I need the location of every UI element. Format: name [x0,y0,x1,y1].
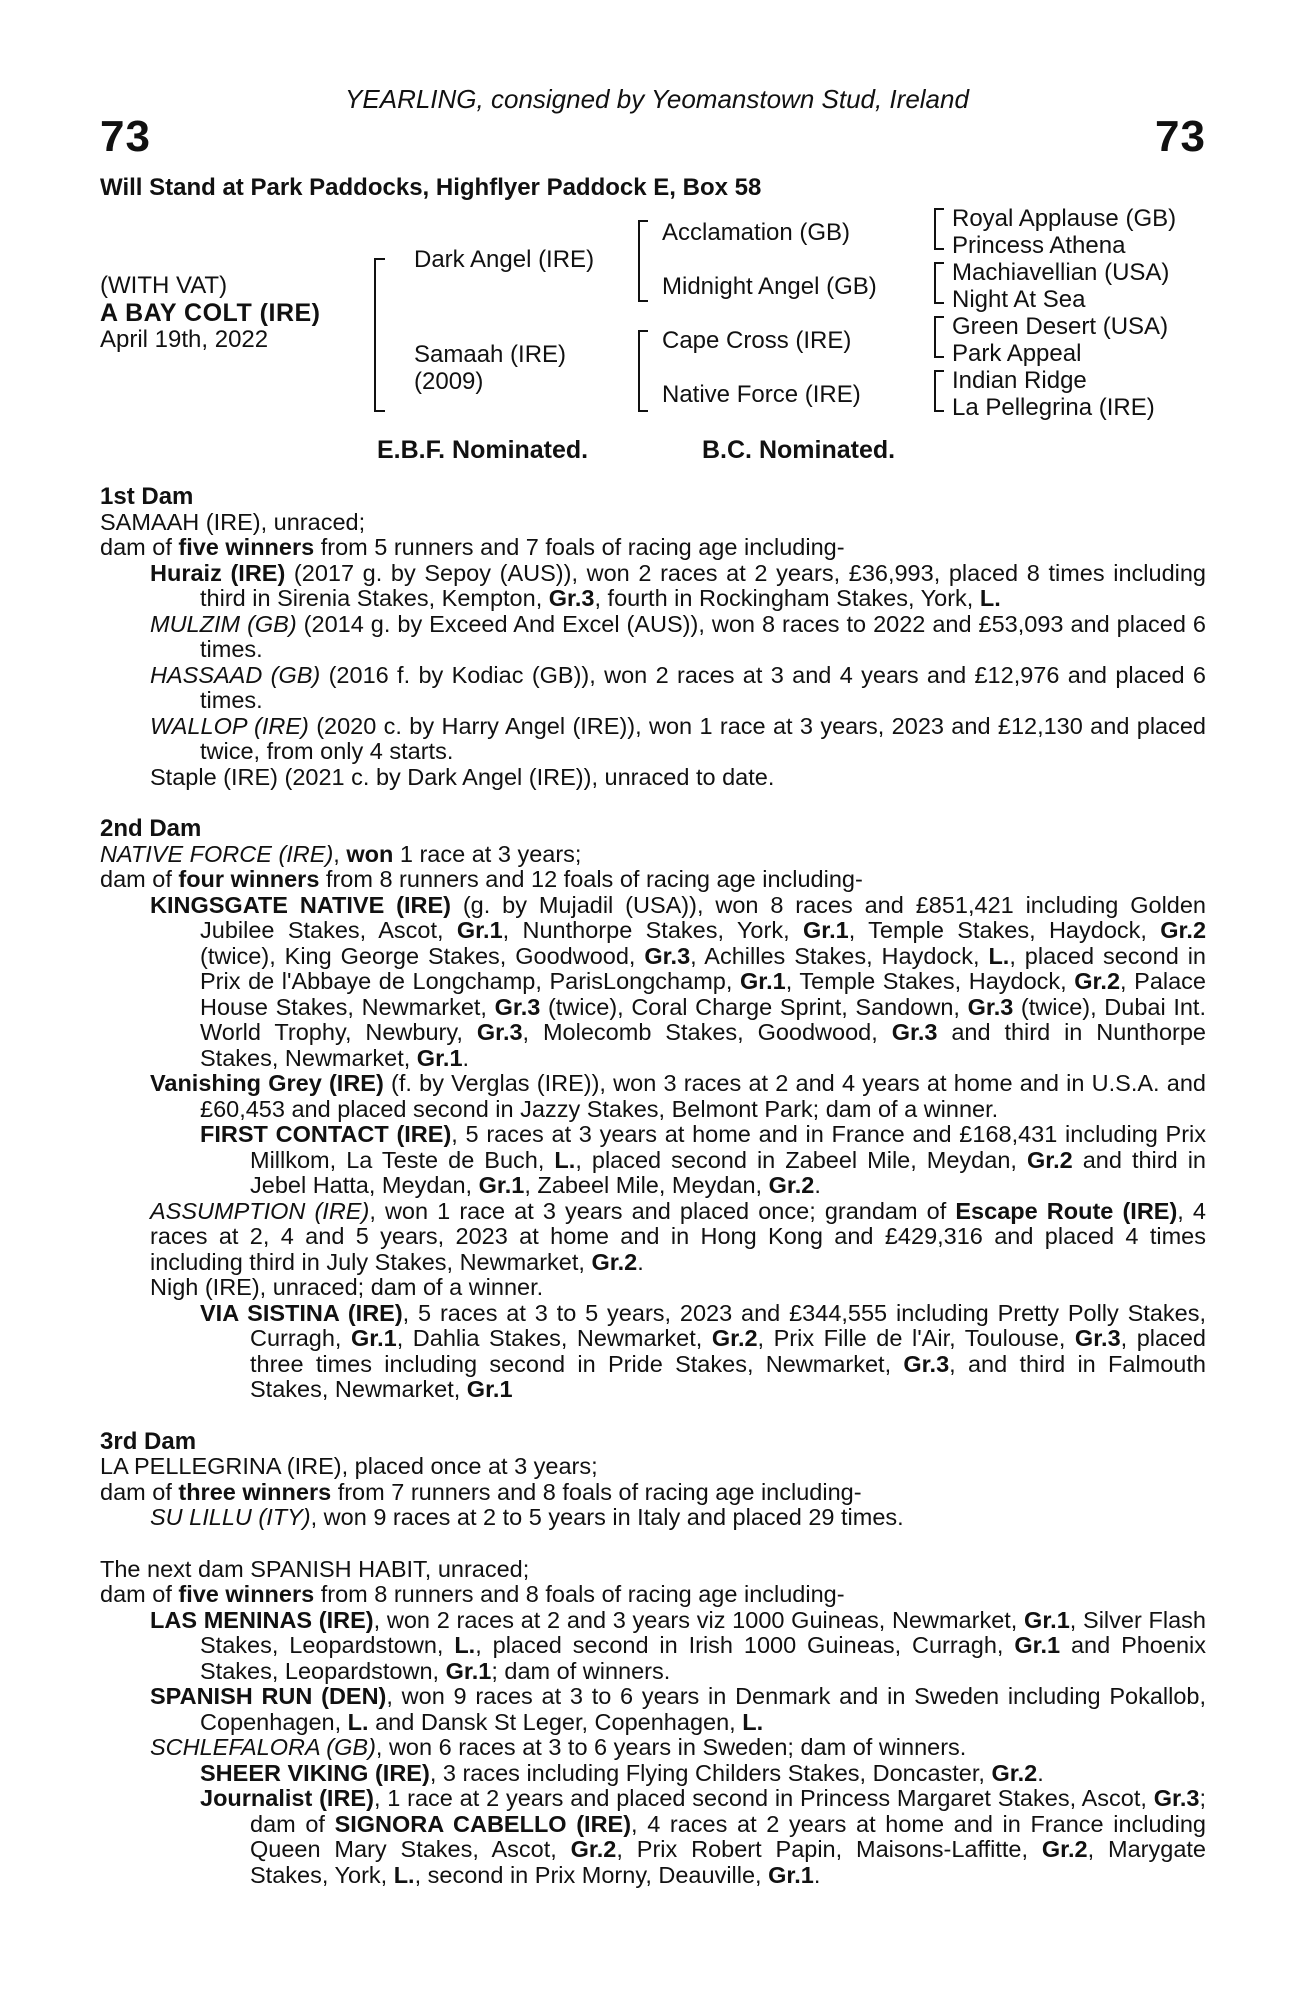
vat-label: (WITH VAT) [100,272,228,299]
progeny-su-lillu: SU LILLU (ITY), won 9 races at 2 to 5 years in Italy and placed 29 times. [150,1504,904,1530]
progeny-kingsgate-native: KINGSGATE NATIVE (IRE) (g. by Mujadil (USA)), won 8 races and £851,421 including Golden Jubilee Stakes, Ascot, Gr.1, Nunthorpe Stakes, York, Gr.1, Temple Stakes, Haydock, Gr.2 (twice), King George Stakes, Goodwood, Gr.3, Achilles Stakes, Haydock, L., placed second in Prix de l'Abbaye de Longchamp, ParisLongchamp, Gr.1, Temple Stakes, Haydock, Gr.2, Palace House Stakes, Newmarket, Gr.3 (twice), Coral Charge Sprint, Sandown, Gr.3 (twice), Dubai Int. World Trophy, Newbury, Gr.3, Molecomb Stakes, Goodwood, Gr.3 and third in Nunthorpe Stakes, Newmarket, Gr.1. [150,891,1207,1071]
pedigree-brace-dam [638,330,648,412]
progeny-staple: Staple (IRE) (2021 c. by Dark Angel (IRE)), unraced to date. [150,763,775,790]
progeny-nigh: Nigh (IRE), unraced; dam of a winner. [150,1274,544,1300]
next-dam-produce-line: dam of five winners from 8 runners and 8 foals of racing age including- [100,1581,845,1607]
first-dam-produce-line: dam of five winners from 5 runners and 7 foals of racing age including- [100,534,845,560]
pedigree-brace-ds [934,316,944,358]
second-dam-line: NATIVE FORCE (IRE), won 1 race at 3 years; [100,840,582,867]
standing-location: Will Stand at Park Paddocks, Highflyer Paddock E, Box 58 [100,174,762,201]
first-dam-title: 1st Dam [100,483,194,510]
ss-sire: Royal Applause (GB) [952,205,1177,232]
dam: Samaah (IRE) [414,341,567,368]
progeny-schlefalora: SCHLEFALORA (GB), won 6 races at 3 to 6 years in Sweden; dam of winners. [150,1734,967,1760]
progeny-las-meninas: LAS MENINAS (IRE), won 2 races at 2 and 3 years viz 1000 Guineas, Newmarket, Gr.1, Silver Flash Stakes, Leopardstown, L., placed second in Irish 1000 Guineas, Curragh, Gr.1 and Phoenix Stakes, Leopardstown, Gr.1; dam of winners. [150,1606,1206,1684]
ebf-nominated: E.B.F. Nominated. [377,436,589,464]
dam-sire: Cape Cross (IRE) [662,327,852,354]
pedigree-brace-dd [934,370,944,412]
first-dam-line: SAMAAH (IRE), unraced; [100,508,366,535]
dd-dam: La Pellegrina (IRE) [952,394,1155,421]
catalogue-body [100,484,1206,1888]
pedigree-brace-sd [934,262,944,304]
sire: Dark Angel (IRE) [414,246,595,273]
third-dam-title: 3rd Dam [100,1427,197,1455]
foaling-date: April 19th, 2022 [100,326,269,353]
ds-sire: Green Desert (USA) [952,313,1169,340]
next-dam-line: The next dam SPANISH HABIT, unraced; [100,1555,530,1582]
consignor-line: YEARLING, consigned by Yeomanstown Stud, Ireland [345,84,969,114]
ss-dam: Princess Athena [952,232,1126,259]
progeny-assumption: ASSUMPTION (IRE), won 1 race at 3 years and placed once; grandam of Escape Route (IRE), 4 races at 2, 4 and 5 years, 2023 at home and in Hong Kong and £429,316 and placed 4 times including third in July Stakes, Newmarket, Gr.2. [150,1197,1206,1275]
sire-sire: Acclamation (GB) [662,219,851,246]
dd-sire: Indian Ridge [952,367,1087,394]
third-dam-line: LA PELLEGRINA (IRE), placed once at 3 years; [100,1453,598,1479]
pedigree-brace-1 [374,258,385,412]
sire-dam: Midnight Angel (GB) [662,273,877,300]
dam-year: (2009) [414,368,484,395]
progeny-via-sistina: VIA SISTINA (IRE), 5 races at 3 to 5 years, 2023 and £344,555 including Pretty Polly Stakes, Curragh, Gr.1, Dahlia Stakes, Newmarket, Gr.2, Prix Fille de l'Air, Toulouse, Gr.3, placed three times including second in Pride Stakes, Newmarket, Gr.3, and third in Falmouth Stakes, Newmarket, Gr.1 [200,1299,1206,1402]
third-dam-produce-line: dam of three winners from 7 runners and 8 foals of racing age including- [100,1478,862,1505]
progeny-vanishing-grey: Vanishing Grey (IRE) (f. by Verglas (IRE)), won 3 races at 2 and 4 years at home and in U.S.A. and £60,453 and placed second in Jazzy Stakes, Belmont Park; dam of a winner. [150,1070,1206,1122]
second-dam-title: 2nd Dam [100,815,202,842]
progeny-sheer-viking: SHEER VIKING (IRE), 3 races including Flying Childers Stakes, Doncaster, Gr.2. [200,1759,1044,1786]
lot-number-left: 73 [100,112,151,161]
second-dam-produce-line: dam of four winners from 8 runners and 12 foals of racing age including- [100,866,863,892]
progeny-first-contact: FIRST CONTACT (IRE), 5 races at 3 years at home and in France and £168,431 including Prix Millkom, La Teste de Buch, L., placed second in Zabeel Mile, Meydan, Gr.2 and third in Jebel Hatta, Meydan, Gr.1, Zabeel Mile, Meydan, Gr.2. [200,1121,1206,1198]
pedigree-brace-ss [934,208,944,250]
pedigree-brace-sire [638,220,648,302]
sd-dam: Night At Sea [952,286,1086,313]
progeny-hassaad: HASSAAD (GB) (2016 f. by Kodiac (GB)), won 2 races at 3 and 4 years and £12,976 and placed 6 times. [150,661,1206,713]
sd-sire: Machiavellian (USA) [952,259,1170,286]
progeny-mulzim: MULZIM (GB) (2014 g. by Exceed And Excel (AUS)), won 8 races to 2022 and £53,093 and placed 6 times. [150,610,1206,662]
horse-name: A BAY COLT (IRE) [100,299,321,327]
dam-dam: Native Force (IRE) [662,381,861,408]
ds-dam: Park Appeal [952,340,1082,367]
progeny-wallop: WALLOP (IRE) (2020 c. by Harry Angel (IRE)), won 1 race at 3 years, 2023 and £12,130 and placed twice, from only 4 starts. [150,712,1206,764]
progeny-huraiz: Huraiz (IRE) (2017 g. by Sepoy (AUS)), won 2 races at 2 years, £36,993, placed 8 times including third in Sirenia Stakes, Kempton, Gr.3, fourth in Rockingham Stakes, York, L. [150,559,1206,611]
progeny-journalist: Journalist (IRE), 1 race at 2 years and placed second in Princess Margaret Stakes, Ascot, Gr.3; dam of SIGNORA CABELLO (IRE), 4 races at 2 years at home and in France including Queen Mary Stakes, Ascot, Gr.2, Prix Robert Papin, Maisons-Laffitte, Gr.2, Marygate Stakes, York, L., second in Prix Morny, Deauville, Gr.1. [200,1785,1206,1888]
bc-nominated: B.C. Nominated. [702,436,896,464]
progeny-spanish-run: SPANISH RUN (DEN), won 9 races at 3 to 6 years in Denmark and in Sweden including Pokallob, Copenhagen, L. and Dansk St Leger, Copenhagen, L. [150,1683,1206,1735]
lot-number-right: 73 [1155,112,1206,161]
